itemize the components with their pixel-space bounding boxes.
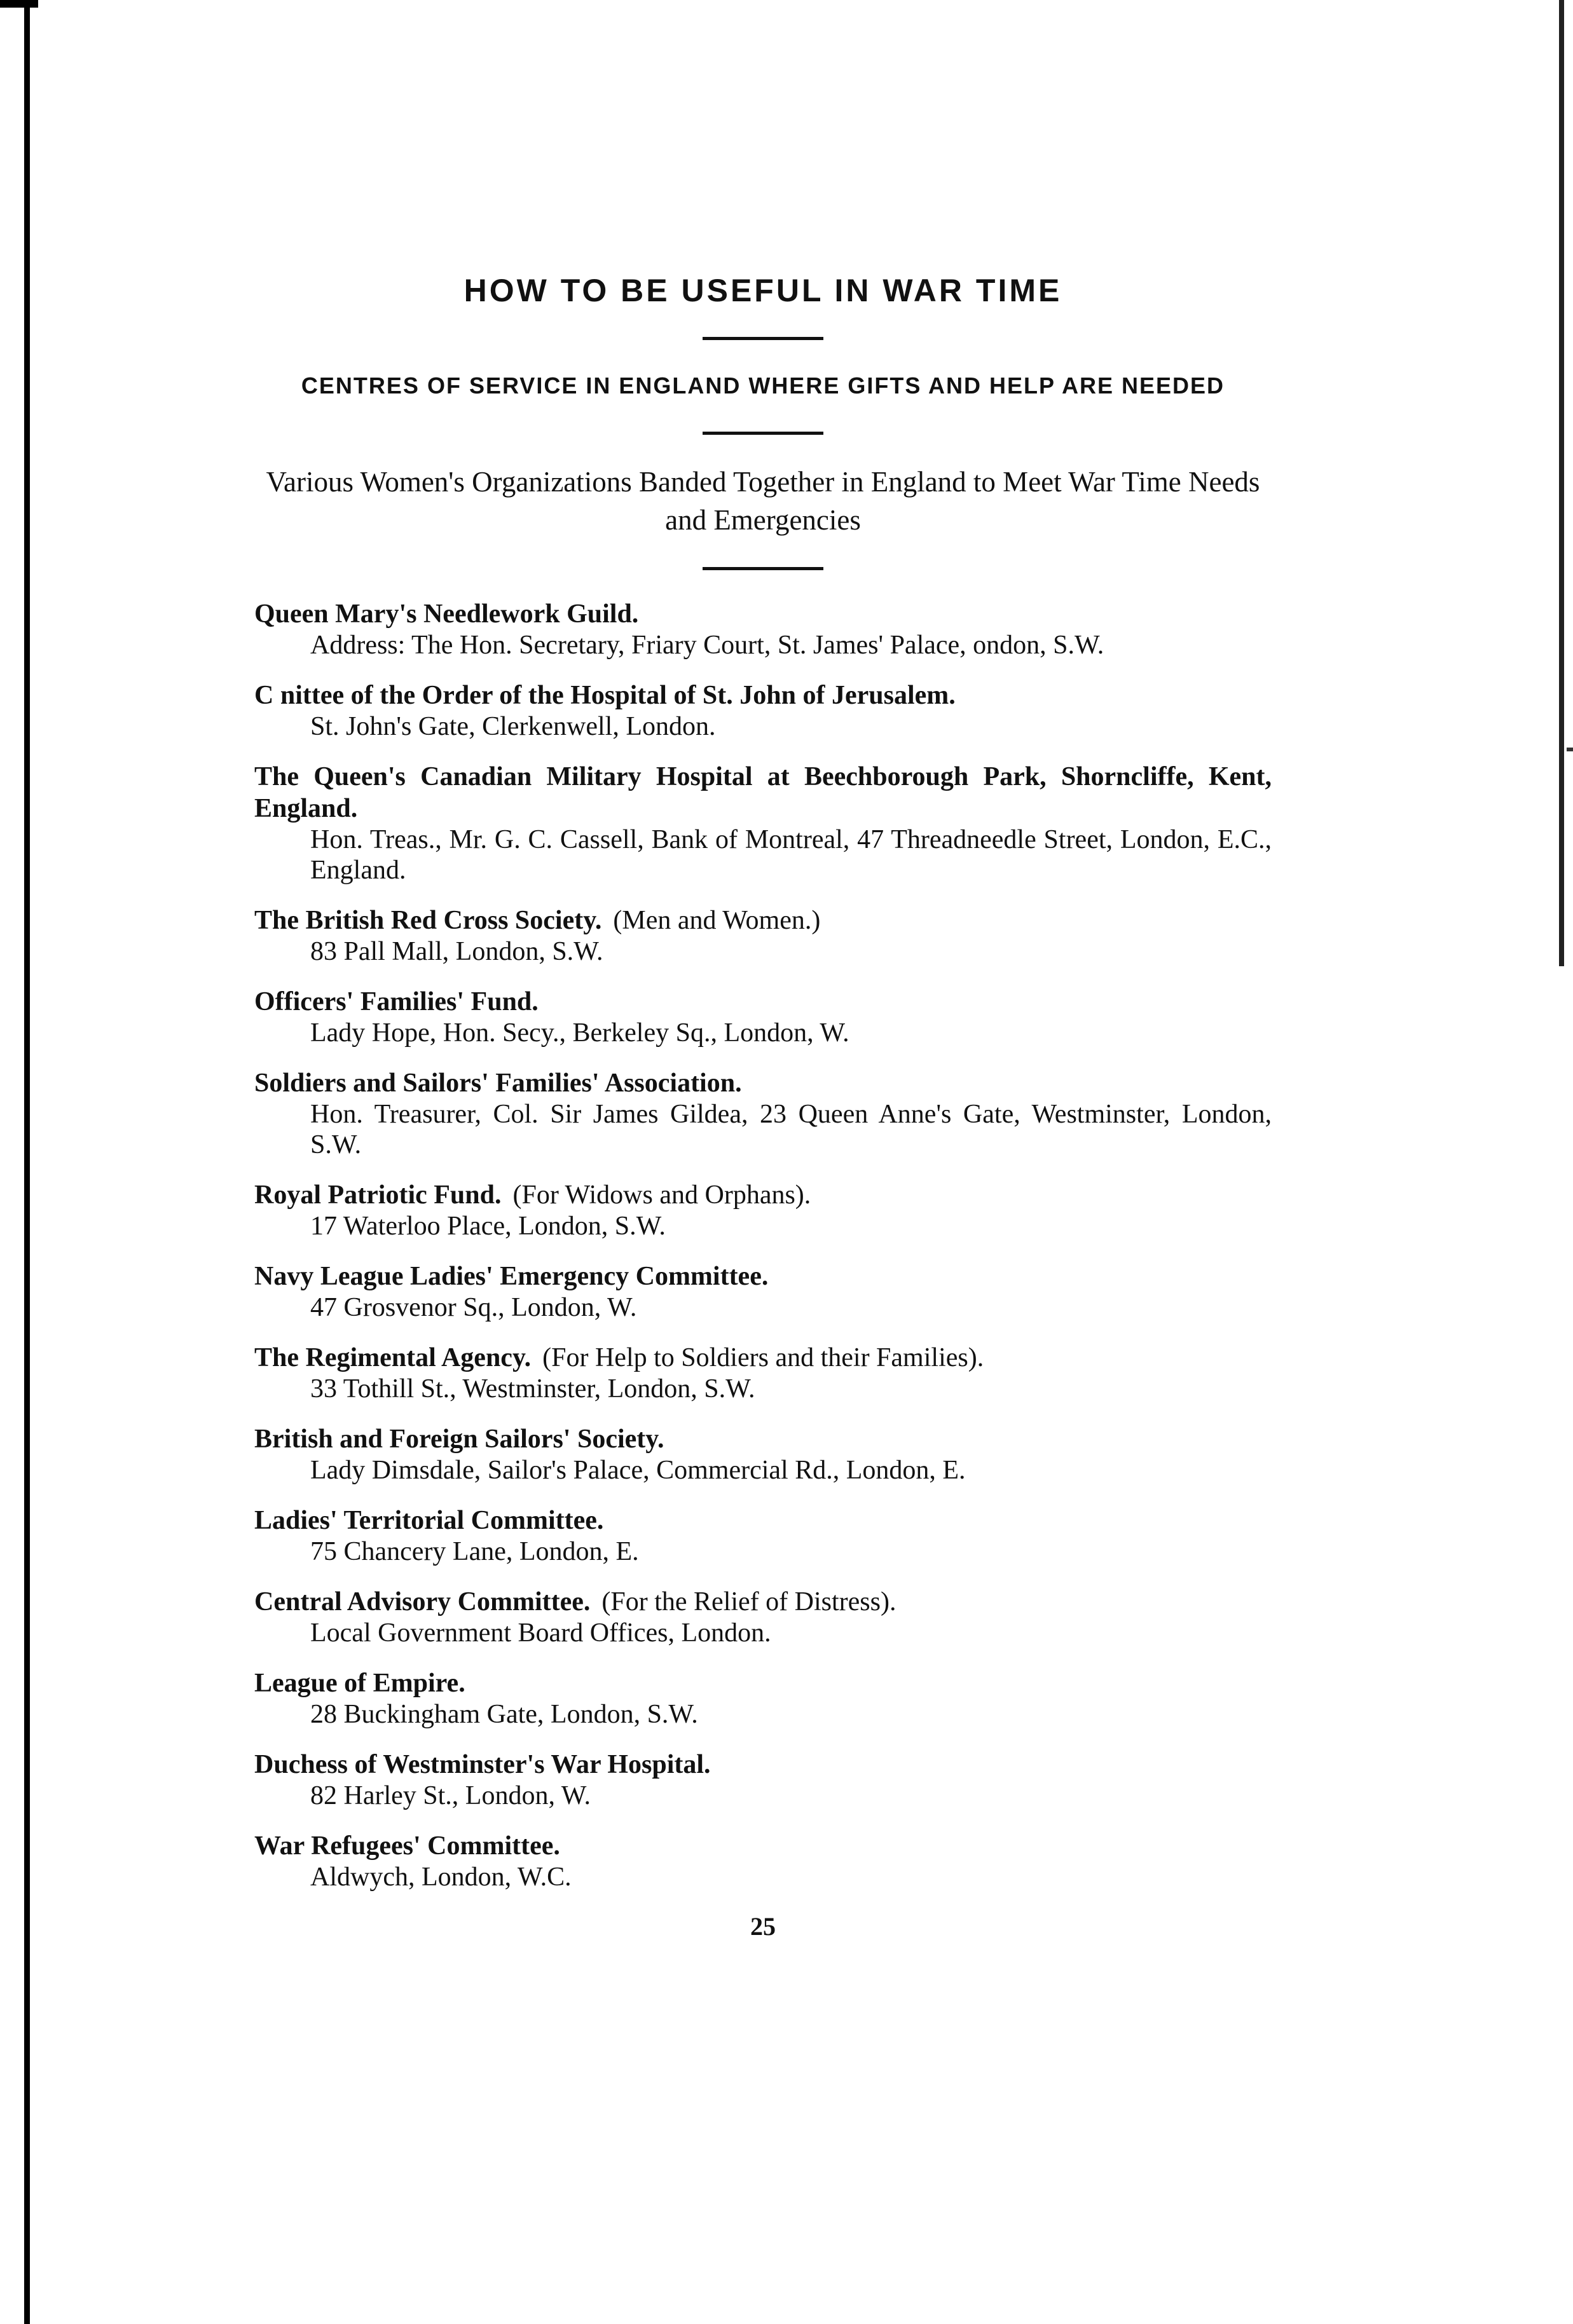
intro-rule [703,567,823,570]
intro-text: Various Women's Organizations Banded Together in England to Meet War Time Needs and Emergencies [266,466,1260,536]
document-page [254,267,1272,1941]
organization-entry [254,905,1272,967]
organization-address: St. John's Gate, Clerkenwell, London. [310,712,716,741]
organization-address: Aldwych, London, W.C. [310,1863,572,1892]
organization-entry [254,1067,1272,1160]
organization-name: C nittee of the Order of the Hospital of St. John of Jerusalem. [254,681,956,710]
organization-address: Address: The Hon. Secretary, Friary Court, St. James' Palace, ondon, S.W. [310,631,1104,660]
organization-note: (For Widows and Orphans). [512,1180,811,1210]
organization-name-line [254,1667,1272,1699]
organization-name-line [254,680,1272,711]
organization-name-line [254,1749,1272,1781]
organization-name: Officers' Families' Fund. [254,987,539,1016]
organization-name: The Regimental Agency. [254,1343,532,1372]
title-rule [703,337,823,340]
organization-address: Hon. Treasurer, Col. Sir James Gildea, 23 Queen Anne's Gate, Westminster, London, S.W. [310,1100,1272,1159]
organization-name-line [254,1830,1272,1862]
organization-name: Navy League Ladies' Emergency Committee. [254,1262,769,1291]
organization-address: 82 Harley St., London, W. [310,1781,591,1810]
organization-name-line [254,1586,1272,1618]
organization-name-line [254,1179,1272,1211]
organization-note: (Men and Women.) [613,906,821,935]
right-page-edge-mark [1567,748,1573,751]
organization-address: 47 Grosvenor Sq., London, W. [310,1293,637,1322]
organization-address: Lady Hope, Hon. Secy., Berkeley Sq., London, W. [310,1018,849,1048]
organization-entry [254,1423,1272,1486]
organization-entry [254,1179,1272,1241]
organization-name: The British Red Cross Society. [254,906,602,935]
organization-list [254,598,1272,1892]
organization-note: (For the Relief of Distress). [601,1587,896,1617]
organization-name-line [254,1261,1272,1292]
organization-entry [254,1749,1272,1811]
organization-address: Hon. Treas., Mr. G. C. Cassell, Bank of Montreal, 47 Threadneedle Street, London, E.C., England. [310,825,1272,885]
organization-name-line [254,1067,1272,1099]
organization-entry [254,680,1272,742]
organization-name-line [254,1505,1272,1536]
organization-name: The Queen's Canadian Military Hospital at Beechborough Park, Shorncliffe, Kent, England. [254,762,1272,823]
organization-name-line [254,1342,1272,1374]
organization-entry [254,598,1272,660]
page-subtitle: CENTRES OF SERVICE IN ENGLAND WHERE GIFTS AND HELP ARE NEEDED [301,373,1225,399]
organization-address: 33 Tothill St., Westminster, London, S.W. [310,1374,755,1404]
subtitle-rule [703,432,823,435]
organization-note: (For Help to Soldiers and their Families). [542,1343,984,1372]
organization-name-line [254,905,1272,936]
left-page-edge-top [0,0,38,8]
organization-address: 75 Chancery Lane, London, E. [310,1537,639,1566]
organization-entry [254,1342,1272,1404]
organization-address: 83 Pall Mall, London, S.W. [310,937,603,966]
page-title: HOW TO BE USEFUL IN WAR TIME [464,273,1062,308]
organization-entry [254,761,1272,885]
organization-name: League of Empire. [254,1669,465,1698]
right-page-edge [1559,0,1564,966]
organization-name: War Refugees' Committee. [254,1831,560,1861]
left-page-edge [24,0,30,2324]
organization-name: Queen Mary's Needlework Guild. [254,599,639,629]
organization-entry [254,1667,1272,1730]
organization-entry [254,1261,1272,1323]
organization-name-line [254,598,1272,630]
organization-entry [254,1505,1272,1567]
organization-entry [254,1586,1272,1648]
organization-address: Local Government Board Offices, London. [310,1618,771,1648]
organization-name-line [254,986,1272,1018]
organization-name-line [254,1423,1272,1455]
organization-name: Soldiers and Sailors' Families' Association. [254,1069,742,1098]
organization-address: 28 Buckingham Gate, London, S.W. [310,1700,698,1729]
organization-name: British and Foreign Sailors' Society. [254,1425,664,1454]
organization-entry [254,986,1272,1048]
page-number: 25 [750,1912,776,1941]
organization-entry [254,1830,1272,1892]
organization-name-line [254,761,1272,824]
organization-name: Ladies' Territorial Committee. [254,1506,604,1535]
organization-name: Duchess of Westminster's War Hospital. [254,1750,711,1779]
organization-address: 17 Waterloo Place, London, S.W. [310,1212,666,1241]
organization-name: Royal Patriotic Fund. [254,1180,502,1210]
organization-address: Lady Dimsdale, Sailor's Palace, Commercial Rd., London, E. [310,1456,966,1485]
organization-name: Central Advisory Committee. [254,1587,591,1617]
